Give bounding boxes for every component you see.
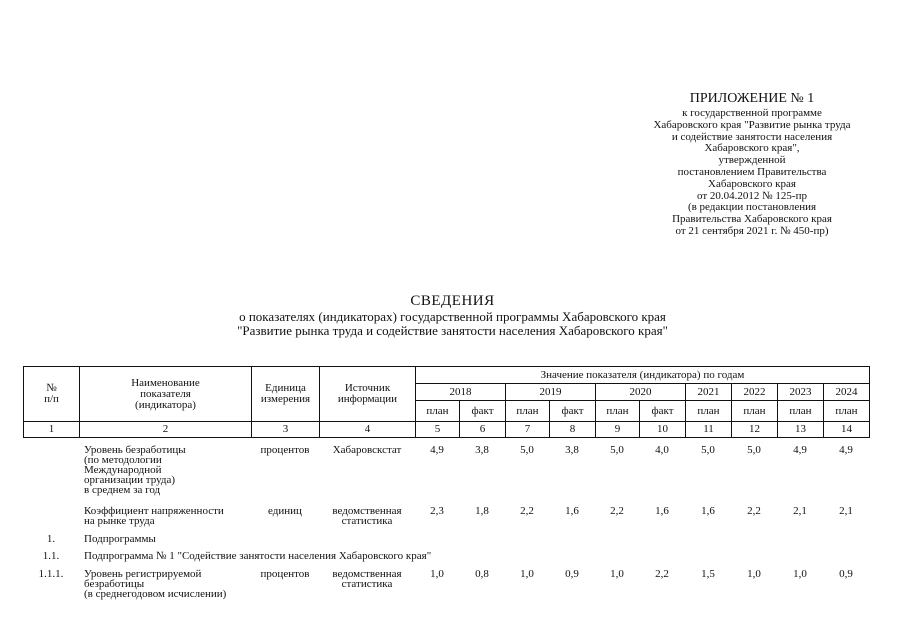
header-source: Источник информации	[320, 367, 416, 422]
indicator-name: Уровень безработицы (по методологии Международной организации труда) в среднем за год	[84, 444, 186, 496]
indicator-name: Коэффициент напряженности на рынке труда	[84, 505, 224, 527]
heading-line-2: "Развитие рынка труда и содействие занятости населения Хабаровского края"	[237, 323, 668, 338]
indicator-value: 1,0	[610, 568, 624, 580]
column-number: 1	[24, 422, 80, 438]
column-numbers-row	[24, 422, 870, 438]
column-number: 12	[732, 422, 778, 438]
header-name: Наименование показателя (индикатора)	[80, 367, 252, 422]
header-values: Значение показателя (индикатора) по годам	[416, 367, 870, 384]
indicator-value: 4,0	[655, 444, 669, 456]
appendix-line: утвержденной	[718, 154, 786, 167]
appendix-line: от 21 сентября 2021 г. № 450-пр)	[675, 224, 829, 237]
indicator-value: 3,8	[475, 444, 489, 456]
section-title: Подпрограммы	[84, 533, 156, 545]
header-fact: факт	[640, 401, 686, 422]
indicator-value: 2,1	[839, 505, 853, 517]
indicator-value: 4,9	[839, 444, 853, 456]
column-number: 10	[640, 422, 686, 438]
appendix-line: Правительства Хабаровского края	[672, 213, 832, 226]
indicator-value: 0,8	[475, 568, 489, 580]
column-number: 2	[80, 422, 252, 438]
heading-line-1: о показателях (индикаторах) государственной программы Хабаровского края	[239, 309, 666, 324]
appendix-title: ПРИЛОЖЕНИЕ № 1	[689, 91, 815, 106]
column-number: 4	[320, 422, 416, 438]
indicator-value: 1,0	[747, 568, 761, 580]
heading-title: СВЕДЕНИЯ	[410, 293, 495, 309]
indicator-value: 5,0	[610, 444, 624, 456]
header-plan: план	[686, 401, 732, 422]
appendix-line: Хабаровского края "Развитие рынка труда	[653, 118, 851, 131]
indicator-value: 2,2	[747, 505, 761, 517]
indicator-name: Уровень регистрируемой безработицы (в среднегодовом исчислении)	[84, 568, 227, 600]
column-number: 11	[686, 422, 732, 438]
indicator-value: 2,2	[610, 505, 624, 517]
indicator-source: ведомственная статистика	[332, 505, 402, 527]
indicator-value: 4,9	[430, 444, 444, 456]
header-year: 2022	[732, 384, 778, 401]
indicator-value: 1,0	[793, 568, 807, 580]
indicator-value: 5,0	[701, 444, 715, 456]
indicator-value: 1,6	[701, 505, 715, 517]
indicator-unit: процентов	[260, 568, 310, 580]
indicator-unit: процентов	[260, 444, 310, 456]
indicator-value: 1,8	[475, 505, 489, 517]
appendix-line: постановлением Правительства	[677, 165, 827, 178]
document-heading	[150, 292, 755, 338]
appendix-block	[618, 91, 886, 238]
header-plan: план	[778, 401, 824, 422]
header-num: № п/п	[24, 367, 80, 422]
indicator-source: Хабаровскстат	[332, 444, 402, 456]
indicator-value: 5,0	[747, 444, 761, 456]
indicator-unit: единиц	[268, 505, 302, 517]
subprogram-title: Подпрограмма № 1 "Содействие занятости населения Хабаровского края"	[84, 550, 432, 562]
indicator-value: 1,6	[655, 505, 669, 517]
appendix-line: Хабаровского края",	[704, 142, 800, 155]
indicator-value: 1,0	[430, 568, 444, 580]
header-fact: факт	[460, 401, 506, 422]
appendix-line: к государственной программе	[682, 107, 822, 119]
header-year: 2023	[778, 384, 824, 401]
indicator-value: 3,8	[565, 444, 579, 456]
indicator-value: 2,1	[793, 505, 807, 517]
row-number: 1.	[46, 533, 56, 545]
indicator-value: 1,6	[565, 505, 579, 517]
header-unit: Единица измерения	[252, 367, 320, 422]
header-year: 2021	[686, 384, 732, 401]
header-plan: план	[824, 401, 870, 422]
header-year: 2018	[416, 384, 506, 401]
column-number: 3	[252, 422, 320, 438]
column-number: 8	[550, 422, 596, 438]
indicator-value: 1,5	[701, 568, 715, 580]
row-number: 1.1.1.	[38, 568, 64, 580]
appendix-line: Хабаровского края	[708, 177, 796, 190]
row-number: 1.1.	[42, 550, 60, 562]
indicator-value: 0,9	[565, 568, 579, 580]
column-number: 13	[778, 422, 824, 438]
indicator-value: 4,9	[793, 444, 807, 456]
indicator-source: ведомственная статистика	[332, 568, 402, 590]
indicator-value: 2,2	[655, 568, 669, 580]
header-year: 2019	[506, 384, 596, 401]
appendix-line: (в редакции постановления	[687, 201, 817, 214]
indicator-value: 5,0	[520, 444, 534, 456]
column-number: 5	[416, 422, 460, 438]
header-plan: план	[596, 401, 640, 422]
column-number: 7	[506, 422, 550, 438]
indicator-value: 2,2	[520, 505, 534, 517]
indicator-value: 0,9	[839, 568, 853, 580]
indicators-table-header	[23, 366, 870, 438]
column-number: 14	[824, 422, 870, 438]
header-plan: план	[506, 401, 550, 422]
header-year: 2020	[596, 384, 686, 401]
indicator-value: 2,3	[430, 505, 444, 517]
header-plan: план	[732, 401, 778, 422]
appendix-line: и содействие занятости населения	[671, 130, 833, 143]
header-fact: факт	[550, 401, 596, 422]
appendix-lines	[618, 108, 886, 238]
column-number: 6	[460, 422, 506, 438]
header-year: 2024	[824, 384, 870, 401]
appendix-line: от 20.04.2012 № 125-пр	[697, 189, 807, 202]
header-plan: план	[416, 401, 460, 422]
indicator-value: 1,0	[520, 568, 534, 580]
column-number: 9	[596, 422, 640, 438]
